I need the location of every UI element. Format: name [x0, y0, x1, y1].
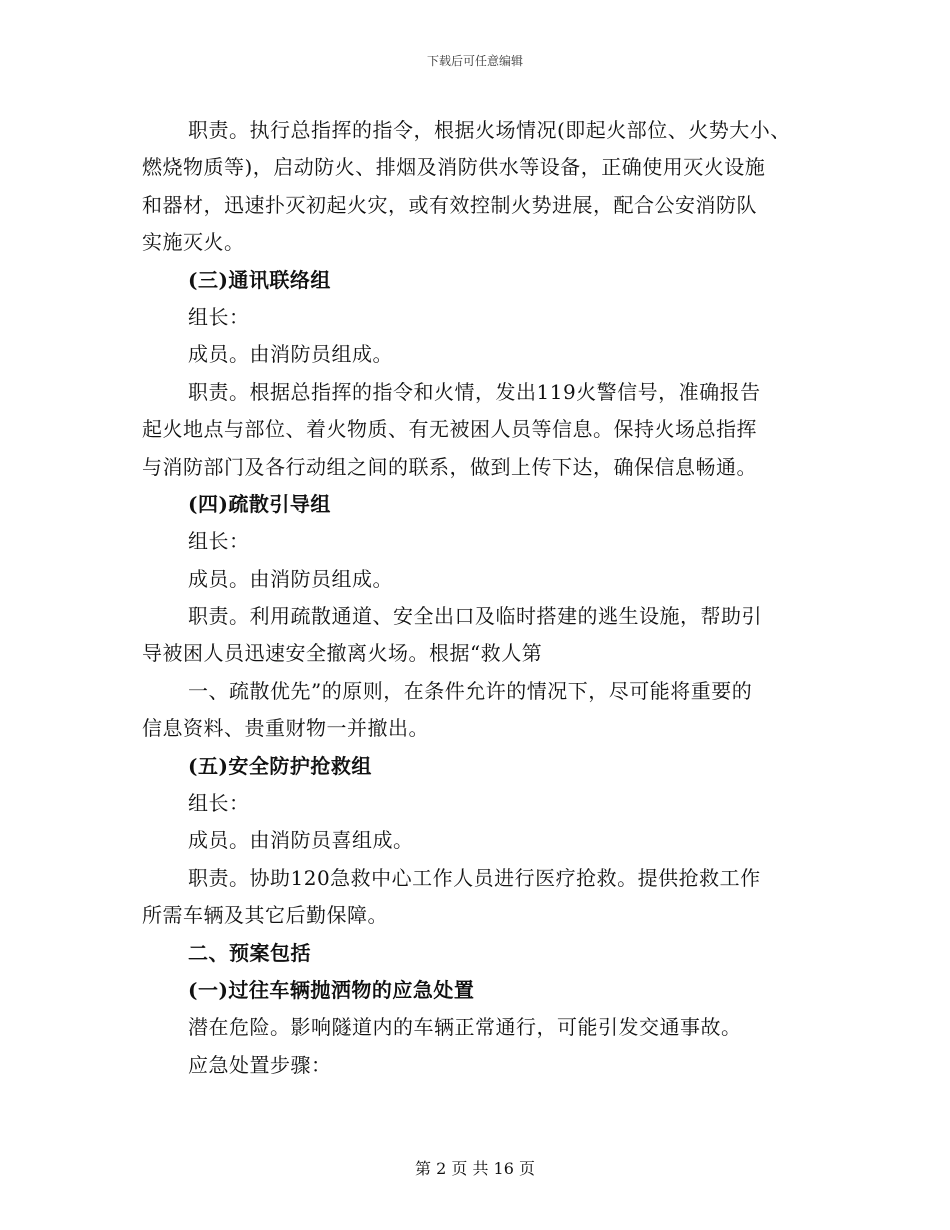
document-body [142, 112, 822, 1084]
section-heading: (五)安全防护抢救组 [188, 753, 372, 778]
section-heading: (一)过往车辆抛洒物的应急处置 [188, 977, 475, 1002]
paragraph-line: 成员。由消防员组成。 [188, 342, 393, 367]
paragraph-line: 与消防部门及各行动组之间的联系，做到上传下达，确保信息畅通。 [142, 454, 757, 479]
paragraph-line: 职责。执行总指挥的指令，根据火场情况(即起火部位、火势大小、 [188, 118, 791, 142]
paragraph-line: 职责。协助120急救中心工作人员进行医疗抢救。提供抢救工作 [188, 865, 761, 890]
page-number: 第 2 页 共 16 页 [415, 1159, 535, 1178]
paragraph-line: 潜在危险。影响隧道内的车辆正常通行，可能引发交通事故。 [188, 1015, 742, 1040]
paragraph-line: 成员。由消防员喜组成。 [188, 828, 414, 853]
paragraph-line: 信息资料、贵重财物一并撤出。 [142, 716, 429, 741]
paragraph-line: 起火地点与部位、着火物质、有无被困人员等信息。保持火场总指挥 [142, 417, 757, 442]
paragraph-line: 组长： [188, 304, 250, 329]
paragraph-line: 组长： [188, 529, 250, 554]
section-heading: (四)疏散引导组 [188, 491, 331, 516]
page-header: 下载后可任意编辑 [426, 54, 523, 68]
paragraph-line: 燃烧物质等)，启动防火、排烟及消防供水等设备，正确使用灭火设施 [142, 155, 766, 180]
paragraph-line: 实施灭火。 [142, 230, 245, 255]
paragraph-line: 应急处置步骤： [188, 1052, 332, 1077]
paragraph-line: 组长： [188, 791, 250, 816]
paragraph-line: 职责。利用疏散通道、安全出口及临时搭建的逃生设施，帮助引 [188, 604, 762, 629]
paragraph-line: 导被困人员迅速安全撤离火场。根据“救人第 [142, 641, 543, 666]
paragraph-line: 职责。根据总指挥的指令和火情，发出119火警信号，准确报告 [188, 379, 761, 404]
paragraph-line: 一、疏散优先”的原则，在条件允许的情况下，尽可能将重要的 [188, 678, 753, 703]
paragraph-line: 所需车辆及其它后勤保障。 [142, 903, 388, 928]
paragraph-line: 成员。由消防员组成。 [188, 566, 393, 591]
section-heading: (三)通讯联络组 [188, 267, 331, 292]
section-heading: 二、预案包括 [188, 940, 311, 965]
paragraph-line: 和器材，迅速扑灭初起火灾，或有效控制火势进展，配合公安消防队 [142, 192, 757, 217]
